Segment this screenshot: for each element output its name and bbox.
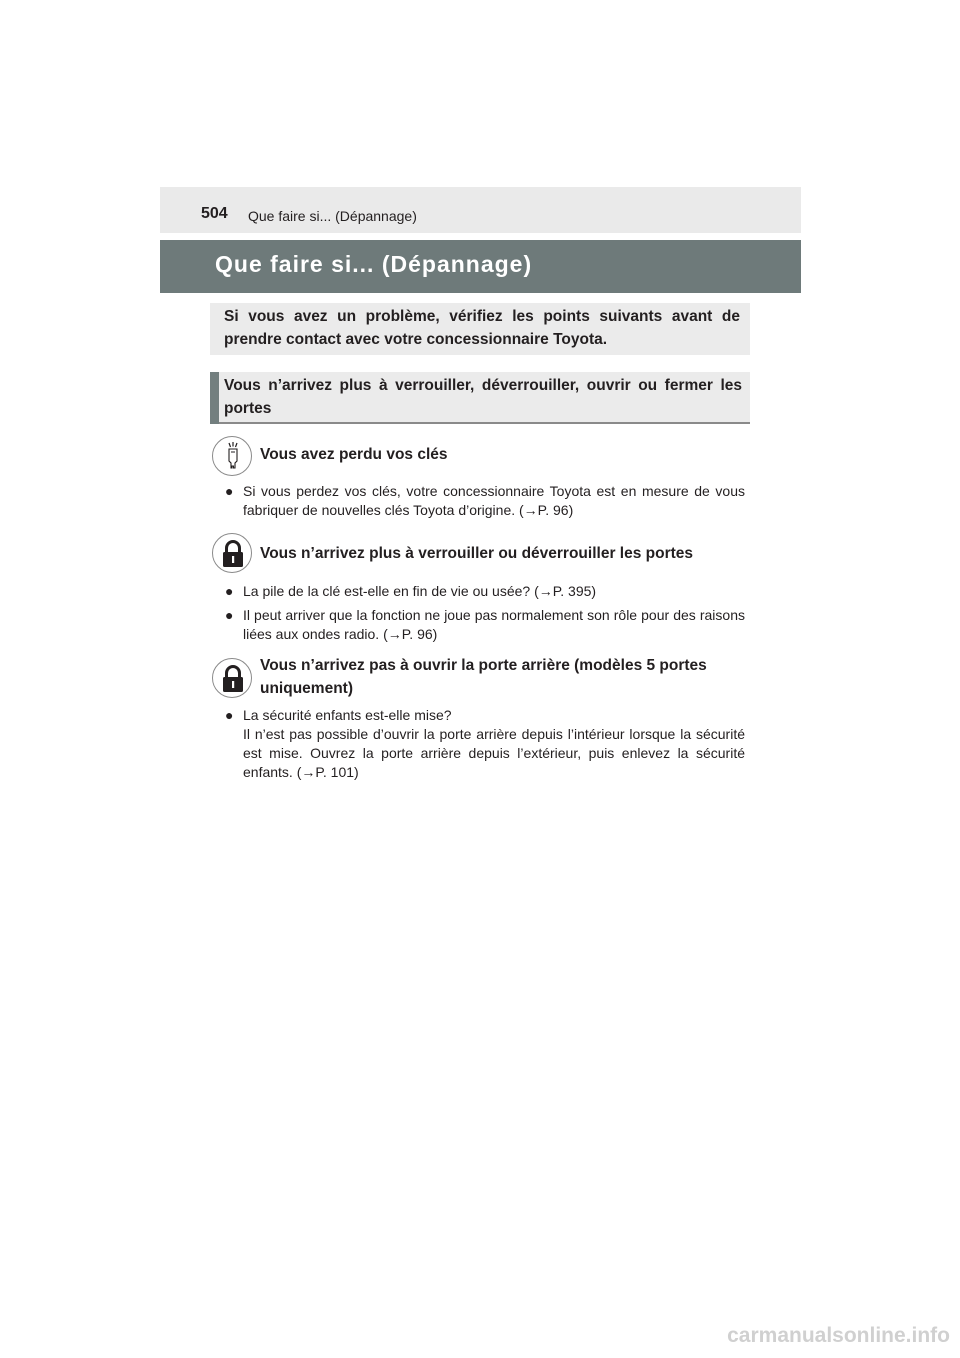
bullet-mark: ● <box>225 483 234 499</box>
running-title: Que faire si... (Dépannage) <box>248 208 417 224</box>
section-title: Vous n’arrivez plus à verrouiller, déverrouiller, ouvrir ou fermer les portes <box>224 377 742 417</box>
body-text: Il n’est pas possible d’ouvrir la porte arrière depuis l’intérieur lorsque la sécurité est mise. Ouvrez la porte arrière depuis l’extérieur, puis enlevez la sécurité enfants. (→P. 101) <box>243 726 745 780</box>
body-text: Si vous perdez vos clés, votre concessionnaire Toyota est en mesure de vous fabriquer de nouvelles clés Toyota d’origine. (→P. 96) <box>243 483 745 518</box>
bullet-mark: ● <box>225 707 234 723</box>
bullet-mark: ● <box>225 607 234 623</box>
padlock-icon <box>212 533 252 573</box>
body-text: La pile de la clé est-elle en fin de vie ou usée? (→P. 395) <box>243 583 597 599</box>
bullet-mark: ● <box>225 583 234 599</box>
watermark: carmanualsonline.info <box>727 1324 950 1347</box>
body-text: La sécurité enfants est-elle mise? <box>243 707 452 723</box>
padlock-icon <box>212 658 252 698</box>
sub-heading-rear-door: Vous n’arrivez pas à ouvrir la porte arrière (modèles 5 portes uniquement) <box>260 657 707 697</box>
page-number: 504 <box>201 205 228 222</box>
key-icon <box>212 436 252 476</box>
sub-heading-lock-unlock: Vous n’arrivez plus à verrouiller ou déverrouiller les portes <box>260 545 694 562</box>
page-title: Que faire si... (Dépannage) <box>215 251 533 277</box>
intro-text: Si vous avez un problème, vérifiez les points suivants avant de prendre contact avec votre concessionnaire Toyota. <box>224 308 740 348</box>
body-text: Il peut arriver que la fonction ne joue pas normalement son rôle pour des raisons liées aux ondes radio. (→P. 96) <box>243 607 745 642</box>
sub-heading-lost-keys: Vous avez perdu vos clés <box>260 446 448 463</box>
section-accent-bar <box>210 372 219 424</box>
